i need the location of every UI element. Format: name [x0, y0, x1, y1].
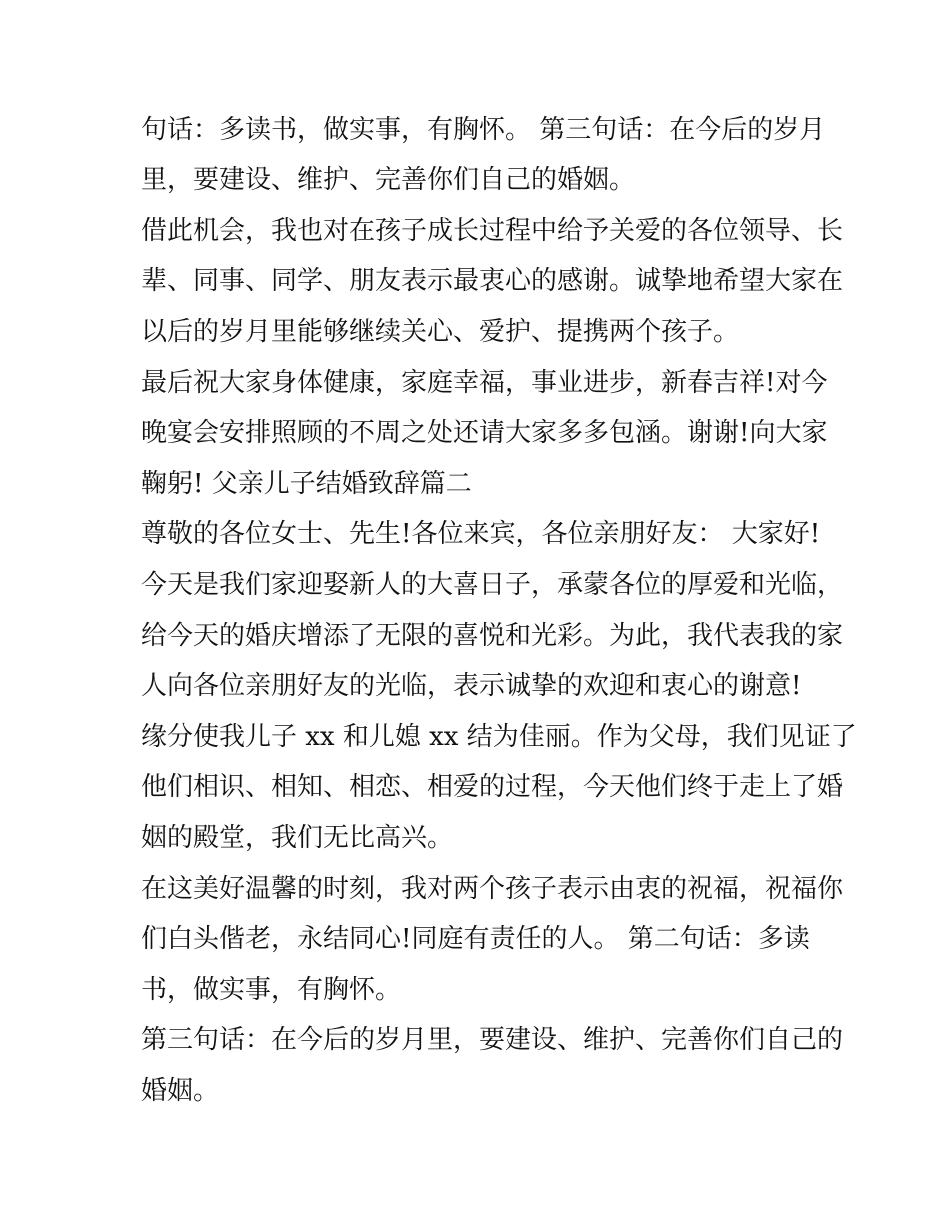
text-line-17: 们白头偕老，永结同心!同庭有责任的人。 第二句话：多读 [141, 924, 810, 954]
text-line-4: 辈、同事、同学、朋友表示最衷心的感谢。诚挚地希望大家在 [141, 266, 844, 296]
text-line-15: 姻的殿堂，我们无比高兴。 [141, 823, 454, 853]
text-line-16: 在这美好温馨的时刻，我对两个孩子表示由衷的祝福，祝福你 [141, 874, 844, 904]
text-line-5: 以后的岁月里能够继续关心、爱护、提携两个孩子。 [141, 317, 740, 347]
text-line-13: 缘分使我儿子 xx 和儿媳 xx 结为佳丽。作为父母，我们见证了 [141, 722, 857, 752]
text-line-6: 最后祝大家身体健康，家庭幸福，事业进步，新春吉祥!对今 [141, 368, 828, 398]
text-line-20: 婚姻。 [141, 1076, 220, 1106]
text-line-11: 给今天的婚庆增添了无限的喜悦和光彩。为此，我代表我的家 [141, 621, 844, 651]
text-line-1: 句话：多读书，做实事，有胸怀。 第三句话：在今后的岁月 [141, 115, 826, 145]
text-line-19: 第三句话：在今后的岁月里，要建设、维护、完善你们自己的 [141, 1025, 844, 1055]
text-line-3: 借此机会，我也对在孩子成长过程中给予关爱的各位领导、长 [141, 216, 844, 246]
text-line-8: 鞠躬! 父亲儿子结婚致辞篇二 [141, 469, 472, 499]
text-line-12: 人向各位亲朋好友的光临，表示诚挚的欢迎和衷心的谢意! [141, 671, 802, 701]
text-line-2: 里，要建设、维护、完善你们自己的婚姻。 [141, 165, 636, 195]
text-line-7: 晚宴会安排照顾的不周之处还请大家多多包涵。谢谢!向大家 [141, 418, 828, 448]
text-line-18: 书，做实事，有胸怀。 [141, 975, 402, 1005]
text-line-10: 今天是我们家迎娶新人的大喜日子，承蒙各位的厚爱和光临， [141, 570, 844, 600]
text-line-14: 他们相识、相知、相恋、相爱的过程，今天他们终于走上了婚 [141, 772, 844, 802]
text-line-9: 尊敬的各位女士、先生!各位来宾，各位亲朋好友： 大家好! [141, 519, 821, 549]
